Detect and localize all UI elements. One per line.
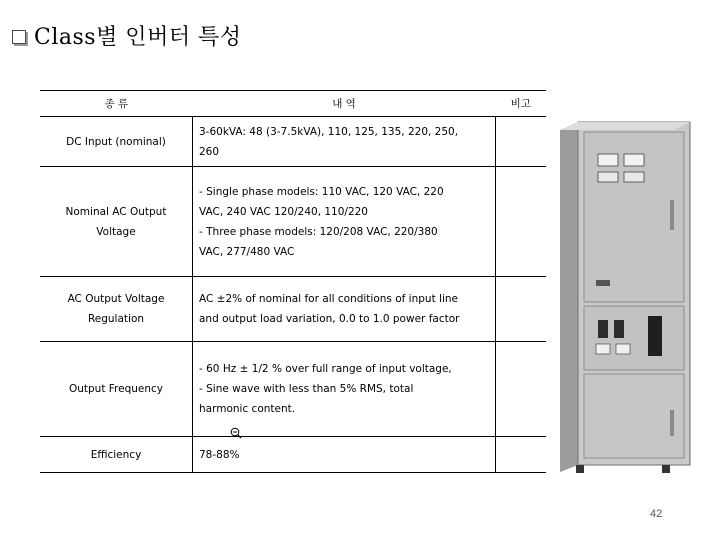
row-kind	[40, 117, 193, 167]
kind-line: DC Input (nominal)	[66, 135, 166, 148]
zoom-out-icon[interactable]	[230, 427, 242, 439]
row-note	[496, 437, 547, 473]
row-kind	[40, 277, 193, 342]
kind-line: Voltage	[96, 225, 136, 238]
kind-line: Regulation	[87, 313, 145, 325]
detail-line: - Sine wave with less than 5% RMS, total	[199, 383, 414, 395]
kind-line: Efficiency	[90, 448, 142, 461]
table-row	[40, 342, 546, 437]
square-bullet-icon	[12, 30, 26, 44]
row-detail	[193, 277, 496, 342]
row-note	[496, 277, 547, 342]
row-kind	[40, 167, 193, 277]
table-header-row	[40, 91, 546, 117]
row-detail	[193, 167, 496, 277]
header-detail: 내 역	[193, 91, 496, 117]
header-note: 비고	[496, 91, 547, 117]
row-note	[496, 117, 547, 167]
detail-line: - Three phase models: 120/208 VAC, 220/380	[199, 225, 438, 238]
header-kind: 종 류	[40, 91, 193, 117]
detail-line: 3-60kVA: 48 (3-7.5kVA), 110, 125, 135, 220, 250,	[199, 125, 459, 138]
row-note	[496, 167, 547, 277]
table-row	[40, 437, 546, 473]
detail-line: 78-88%	[199, 448, 240, 461]
kind-line: AC Output Voltage	[67, 293, 165, 305]
slide-title-text: Class별 인버터 특성	[34, 25, 242, 50]
kind-line: Nominal AC Output	[65, 205, 167, 218]
row-note	[496, 342, 547, 437]
detail-line: AC ±2% of nominal for all conditions of input line	[199, 293, 458, 305]
detail-line: - Single phase models: 110 VAC, 120 VAC, 220	[199, 185, 444, 198]
detail-line: VAC, 277/480 VAC	[199, 245, 295, 258]
page-number: 42	[650, 508, 663, 520]
inverter-spec-table	[40, 90, 546, 473]
kind-line: Output Frequency	[68, 383, 164, 395]
row-detail	[193, 342, 496, 437]
row-detail	[193, 117, 496, 167]
detail-line: and output load variation, 0.0 to 1.0 power factor	[199, 313, 460, 325]
row-detail	[193, 437, 496, 473]
table-row	[40, 117, 546, 167]
slide-title	[12, 20, 242, 51]
detail-line: harmonic content.	[199, 403, 296, 415]
detail-line: VAC, 240 VAC 120/240, 110/220	[199, 205, 368, 218]
detail-line: 260	[199, 145, 220, 158]
detail-line: - 60 Hz ± 1/2 % over full range of input voltage,	[199, 363, 452, 375]
inverter-cabinet-photo	[556, 120, 696, 480]
table-row	[40, 277, 546, 342]
row-kind	[40, 342, 193, 437]
table-row	[40, 167, 546, 277]
row-kind	[40, 437, 193, 473]
